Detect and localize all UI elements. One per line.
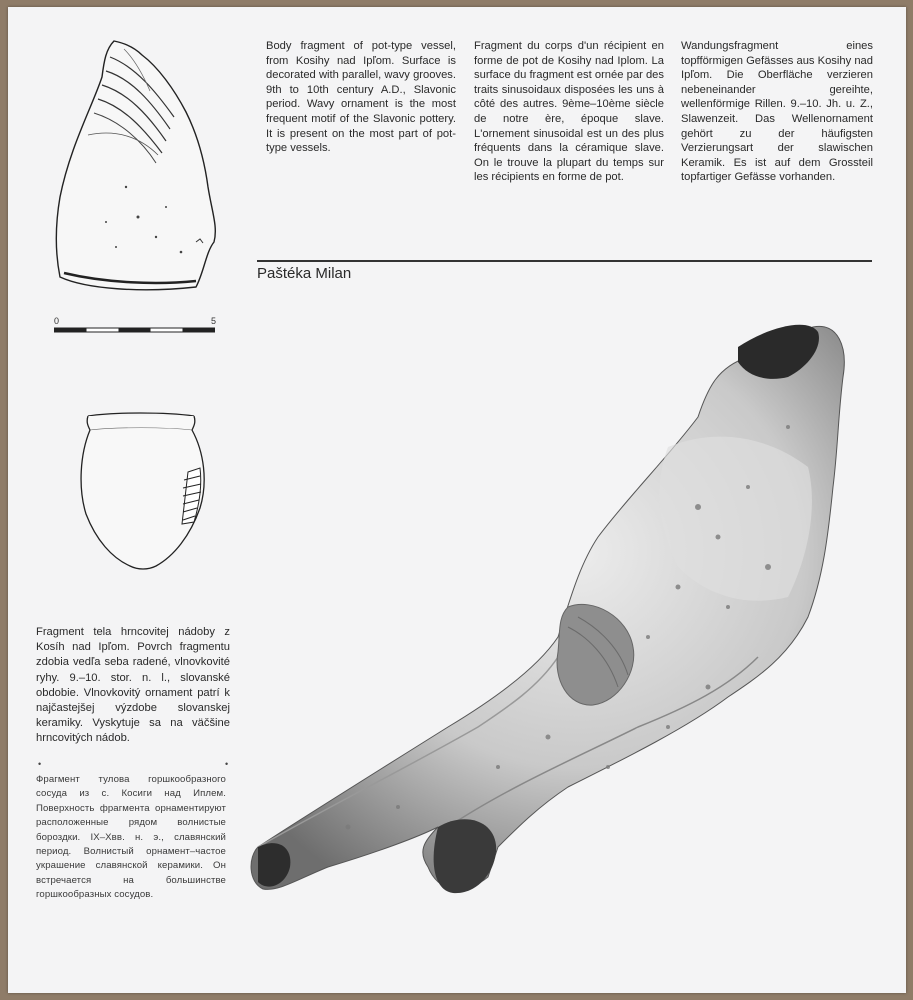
scale-end-label: 5 xyxy=(211,316,217,326)
description-german: Wandungsfragment eines topfförmigen Gefässes aus Kosihy nad Ipľom. Die Oberfläche verzieren nebeneinander gereihte, wellenförmige Rillen. 9.–10. Jh. u. Z., Slawenzeit. Das Wellenornament gehört zu der häufigsten Verzierungsart der slawischen Keramik. Es ist auf dem Grossteil topfartiger Gefässe vorhanden. xyxy=(681,40,873,184)
separator-dot-right: • xyxy=(225,759,229,769)
description-english: Body fragment of pot-type vessel, from Kosihy nad Ipľom. Surface is decorated with parallel, wavy grooves. 9th to 10th century A.D., Slavonic period. Wavy ornament is the most frequent motif of the Slavonic pottery. It is present on the most part of pot-type vessels. xyxy=(266,40,456,155)
description-slovak: Fragment tela hrncovitej nádoby z Kosíh nad Ipľom. Povrch fragmentu zdobia vedľa seba radené, vlnovkovité ryhy. 9.–10. stor. n. l., slovanské obdobie. Vlnovkovitý ornament patrí k najčastejšej výzdobe slovanskej keramiky. Vyskytuje sa na väčšine hrncovitých nádob. xyxy=(36,626,230,745)
catalog-page xyxy=(8,7,906,993)
vessel-profile-drawing xyxy=(76,410,211,572)
section-divider xyxy=(257,260,872,262)
photo-author: Paštéka Milan xyxy=(257,265,352,282)
scale-bar xyxy=(54,327,216,335)
scale-start-label: 0 xyxy=(54,316,60,326)
description-french: Fragment du corps d'un récipient en forme de pot de Kosihy nad Iplom. La surface du fragment est ornée par des traits sinusoidaux disposées les uns à côté des autres. 9ème–10ème siècle de notre ère, époque slave. L'ornement sinusoidal est un des plus fréquents dans la céramique slave. On le trouve la plupart du temps sur les récipients en forme de pot. xyxy=(474,40,664,184)
fragment-drawing xyxy=(46,37,226,297)
separator-dot-left: • xyxy=(38,759,42,769)
fragment-photograph xyxy=(248,307,858,907)
description-russian: Фрагмент тулова горшкообразного сосуда из с. Косиги над Иплем. Поверхность фрагмента орнаментируют расположенные рядом волнистые бороздки. IX–Xвв. н. э., славянский период. Волнистый орнамент–частое украшение славянской керамики. Он встречается на большинстве горшкообразных сосудов. xyxy=(36,774,226,901)
